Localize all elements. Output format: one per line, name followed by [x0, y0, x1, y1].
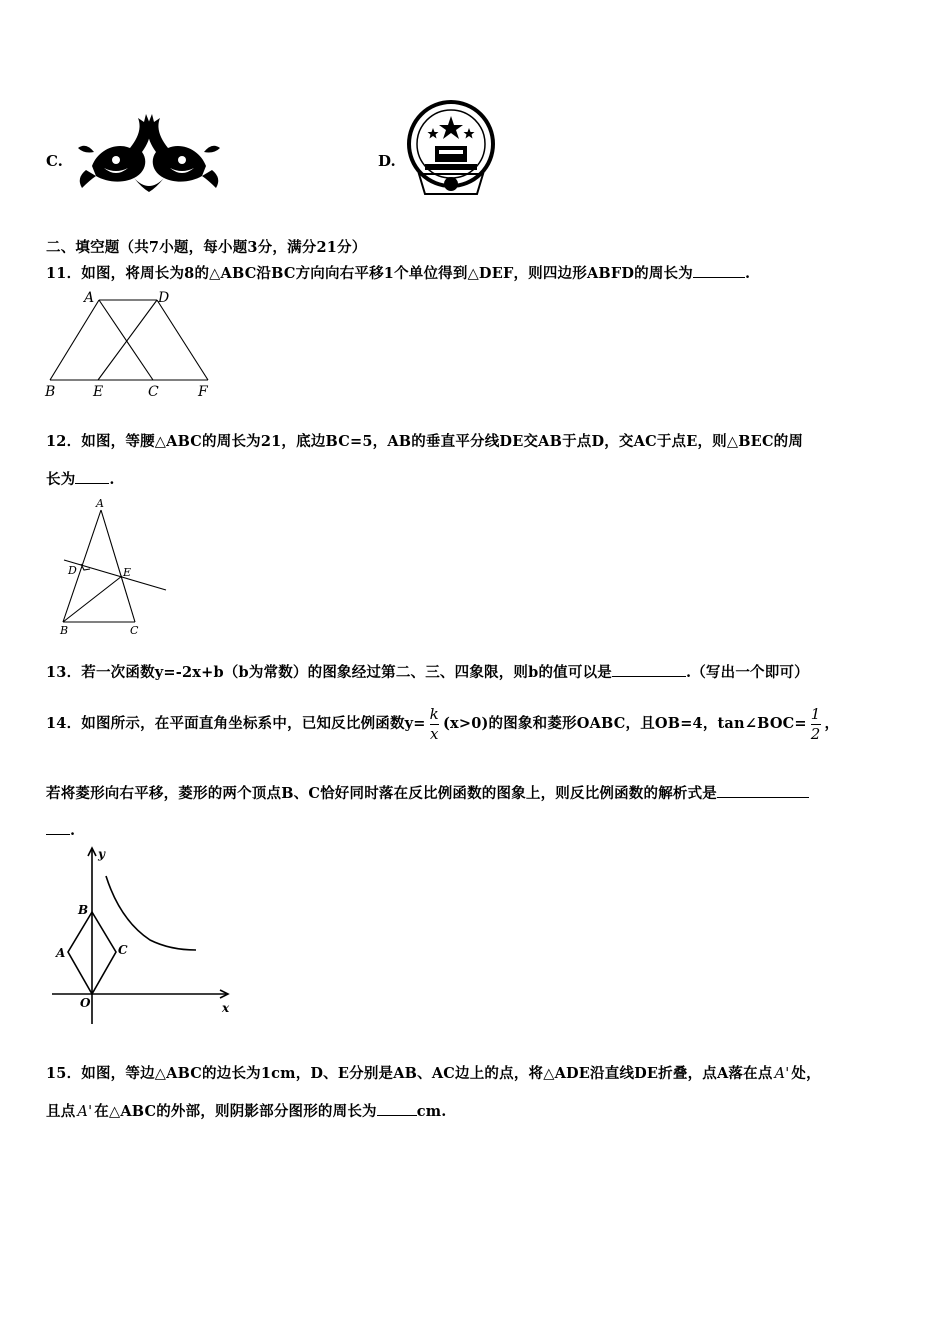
- answer-blank-13[interactable]: [612, 662, 686, 677]
- fig12-label-d: D: [68, 564, 77, 577]
- question-15-line-2: [46, 1100, 447, 1121]
- question-14-comma: ，: [824, 715, 840, 732]
- question-14-end: .: [70, 822, 76, 839]
- figure-12-isosceles-triangle: [50, 496, 180, 641]
- figure-14-rhombus-hyperbola: [46, 842, 238, 1028]
- fraction-numerator: k: [429, 704, 439, 723]
- fig14-label-o: O: [80, 996, 91, 1010]
- paper-cut-bird-image: [72, 108, 226, 196]
- question-12-end: .: [109, 471, 115, 488]
- answer-blank-14[interactable]: [717, 783, 809, 798]
- fig14-label-c: C: [118, 943, 128, 957]
- question-11-end: .: [744, 265, 751, 282]
- fraction-k-over-x: [429, 704, 439, 743]
- question-12-text: 长为: [46, 471, 76, 488]
- question-15-text-a: 15．如图，等边△ABC的边长为1cm，D、E分别是AB、AC边上的点，将△ADE沿直线DE折叠，点A落在点: [46, 1065, 773, 1082]
- fig11-label-c: C: [148, 384, 159, 400]
- fraction-one-half: [810, 704, 821, 743]
- question-14-line-3: [46, 820, 75, 839]
- question-15-end: cm.: [416, 1103, 447, 1120]
- fig14-label-x: x: [222, 1001, 230, 1015]
- question-13-end: .（写出一个即可）: [685, 664, 809, 681]
- national-emblem-image: [405, 98, 497, 198]
- fig14-label-b: B: [78, 903, 89, 917]
- question-11-text: 11．如图，将周长为8的△ABC沿BC方向向右平移1个单位得到△DEF，则四边形ABFD的周长为: [46, 265, 693, 282]
- answer-blank-14-continued[interactable]: [46, 820, 70, 835]
- half-denominator: 2: [810, 724, 821, 743]
- fig14-label-a: A: [56, 946, 66, 960]
- question-15-text-c: 且点: [46, 1103, 76, 1120]
- question-14-text: 若将菱形向右平移，菱形的两个顶点B、C恰好同时落在反比例函数的图象上，则反比例函数的解析式是: [46, 785, 717, 802]
- question-14-mid: (x>0)的图象和菱形OABC，且OB=4，tan∠BOC=: [442, 715, 807, 732]
- question-15-text-d: 在△ABC的外部，则阴影部分图形的周长为: [94, 1103, 377, 1120]
- answer-blank-11[interactable]: [693, 263, 745, 278]
- fig11-label-a: A: [84, 290, 95, 306]
- fig12-label-a: A: [96, 497, 104, 510]
- fig11-label-f: F: [198, 384, 208, 400]
- question-15-line-1: [46, 1062, 821, 1083]
- option-d-label: D.: [378, 152, 396, 170]
- a-prime-symbol: A': [774, 1066, 790, 1082]
- question-13: [46, 661, 809, 682]
- option-c-label: C.: [46, 152, 63, 170]
- fig11-label-e: E: [93, 384, 104, 400]
- answer-blank-12[interactable]: [75, 469, 109, 484]
- a-prime-symbol-2: A': [77, 1104, 93, 1120]
- fig11-label-b: B: [45, 384, 56, 400]
- answer-blank-15[interactable]: [377, 1101, 417, 1116]
- section-heading: 二、填空题（共7小题，每小题3分，满分21分）: [46, 239, 367, 256]
- question-12-line-2: [46, 468, 115, 489]
- fig11-label-d: D: [158, 290, 170, 306]
- question-14-prefix: 14．如图所示，在平面直角坐标系中，已知反比例函数y=: [46, 715, 426, 732]
- question-12-line-1: 12．如图，等腰△ABC的周长为21，底边BC=5，AB的垂直平分线DE交AB于点D，交AC于点E，则△BEC的周: [46, 433, 804, 450]
- figure-11-translated-triangles: [40, 288, 220, 402]
- fig12-label-b: B: [60, 624, 69, 637]
- fraction-denominator: x: [429, 724, 439, 743]
- question-14-line-2: [46, 782, 809, 803]
- fig14-label-y: y: [98, 847, 105, 861]
- fig12-label-c: C: [130, 624, 139, 637]
- question-11: [46, 262, 750, 283]
- question-13-text: 13．若一次函数y=-2x+b（b为常数）的图象经过第二、三、四象限，则b的值可以是: [46, 664, 612, 681]
- half-numerator: 1: [810, 704, 821, 723]
- fig12-label-e: E: [123, 566, 132, 579]
- question-15-text-b: 处，: [791, 1065, 821, 1082]
- question-14-line-1: [46, 694, 839, 754]
